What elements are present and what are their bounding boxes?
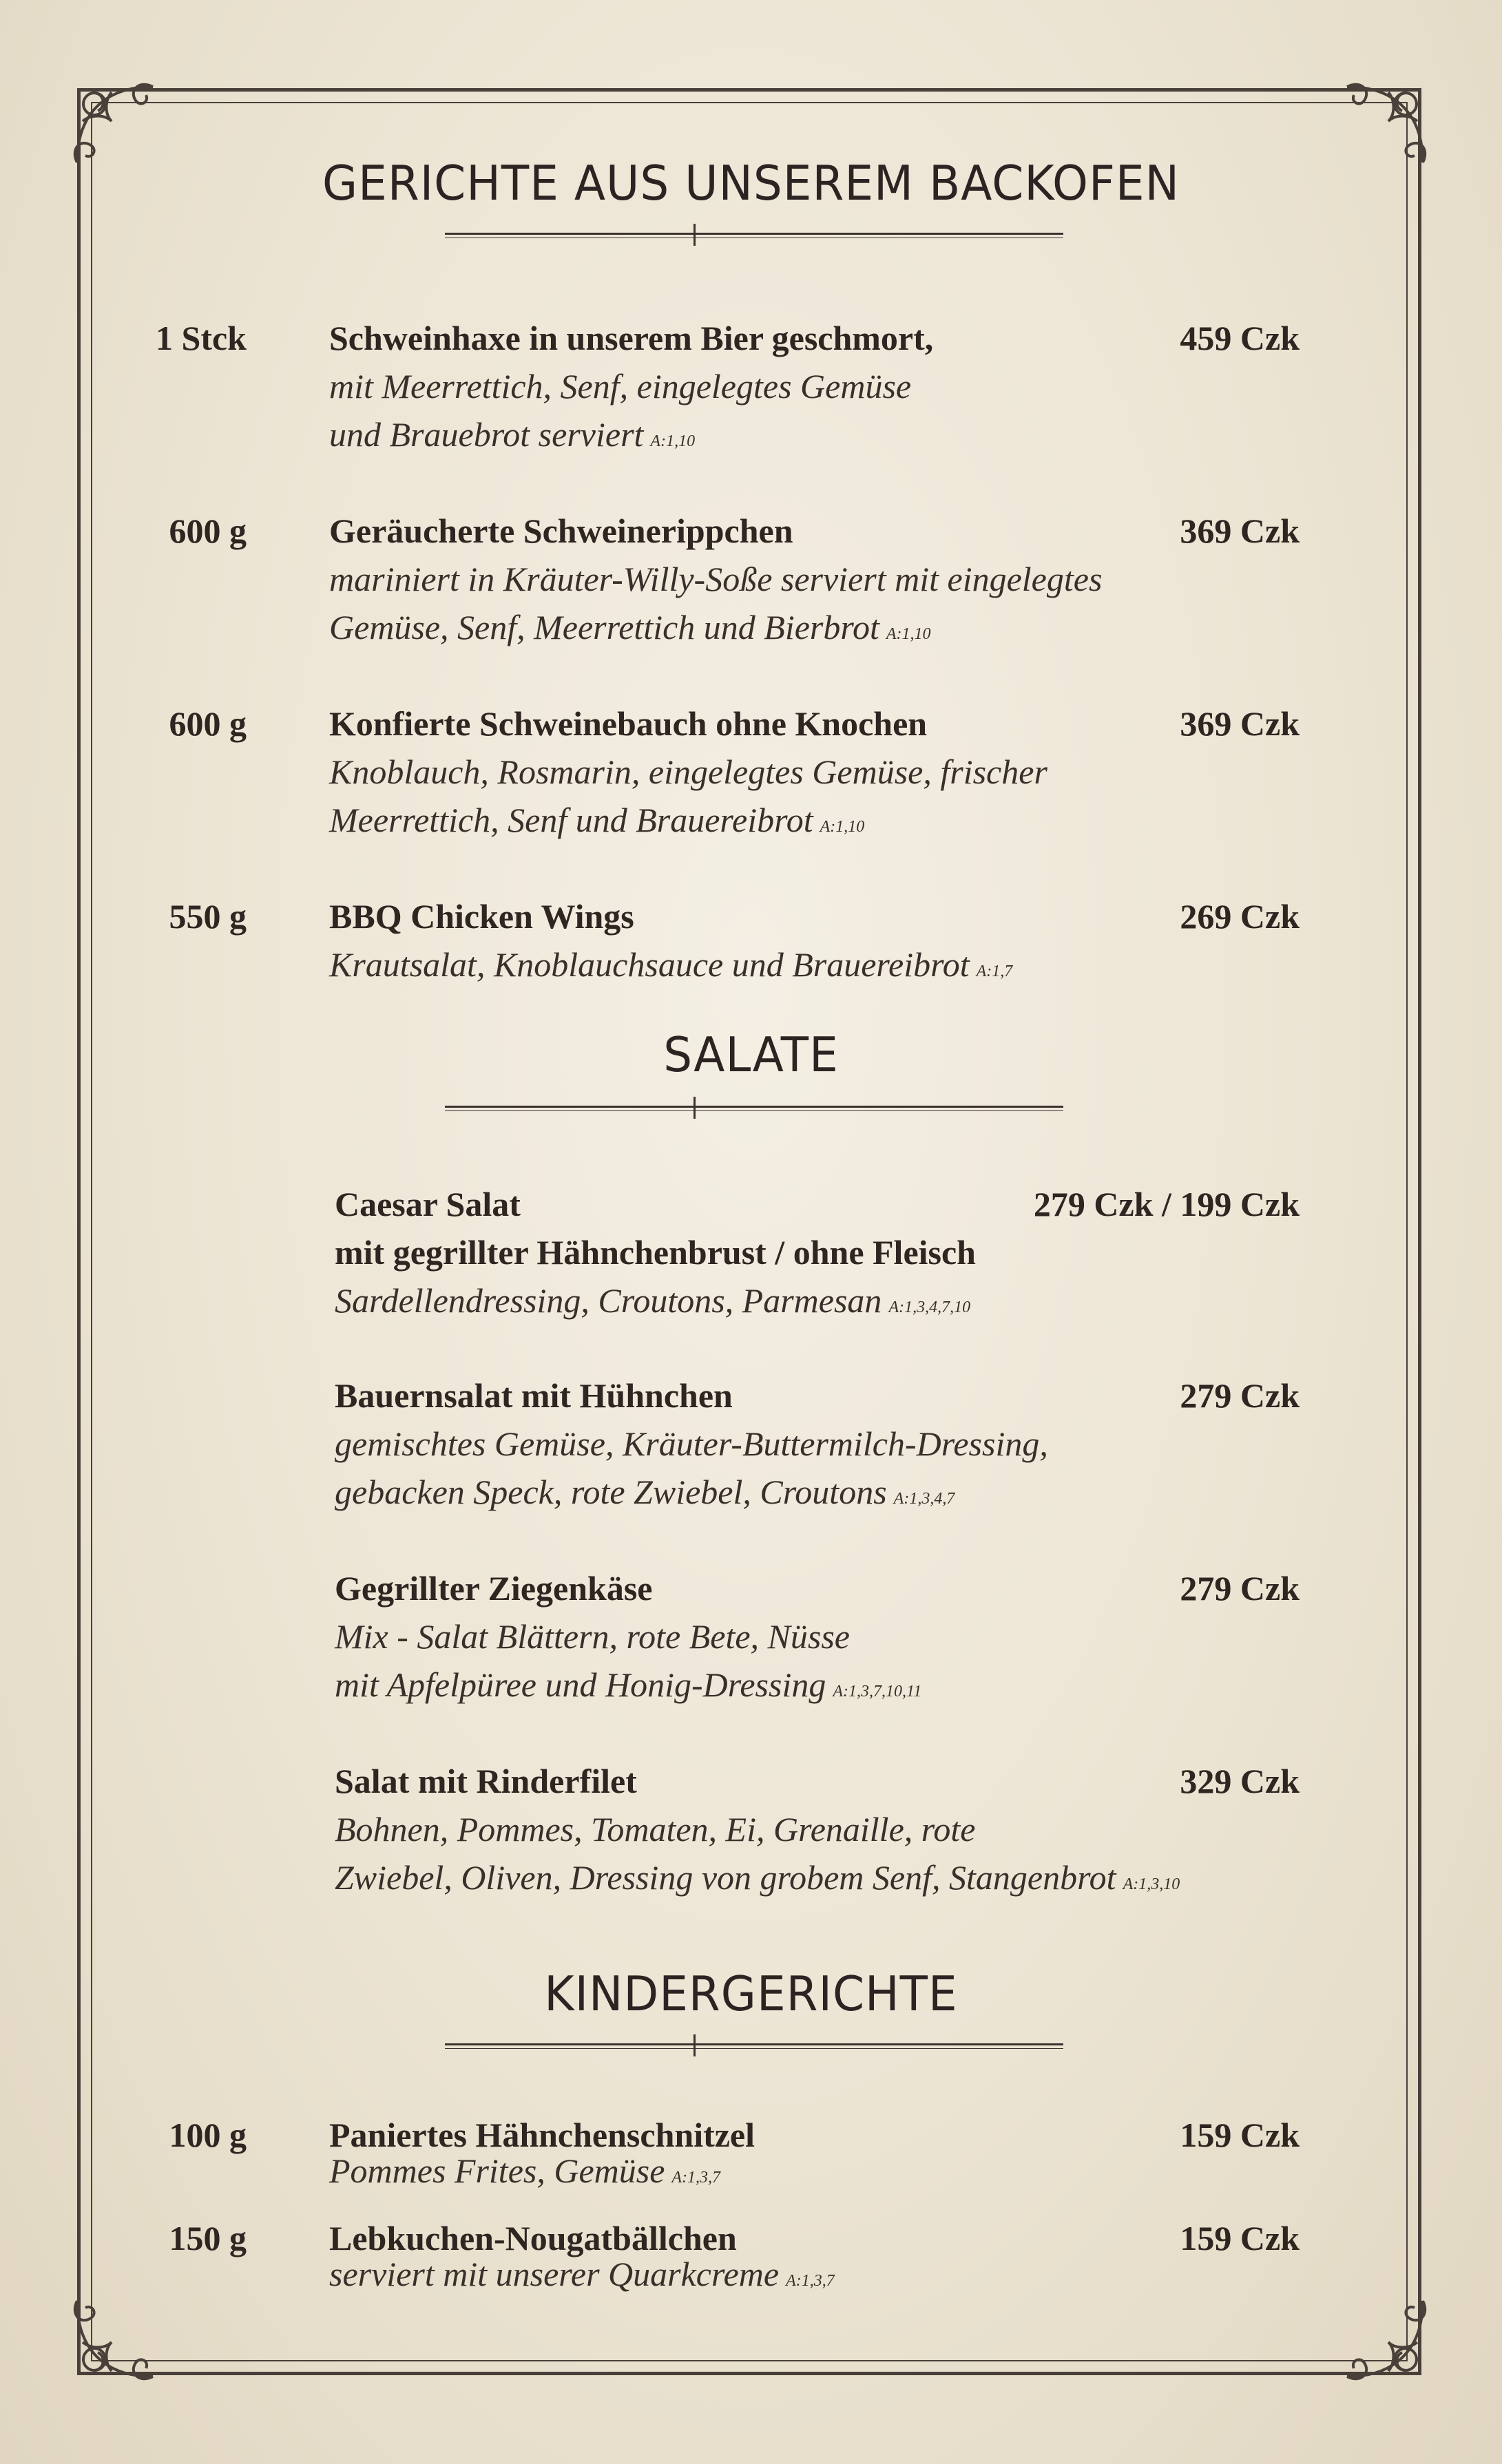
- section-divider: [445, 233, 1063, 235]
- item-quantity: 150 g: [169, 2219, 247, 2257]
- allergen-codes: A:1,3,7,10,11: [833, 1683, 922, 1700]
- item-price: 279 Czk: [1180, 1376, 1300, 1415]
- item-description: Gemüse, Senf, Meerrettich und Bierbrot A:1,10: [329, 608, 931, 646]
- item-price: 369 Czk: [1180, 704, 1300, 743]
- item-quantity: 100 g: [169, 2116, 247, 2154]
- item-description: Knoblauch, Rosmarin, eingelegtes Gemüse, frischer: [329, 752, 1047, 791]
- item-price: 279 Czk: [1180, 1569, 1300, 1608]
- item-description: Mix - Salat Blättern, rote Bete, Nüsse: [335, 1617, 850, 1656]
- item-quantity: 600 g: [169, 704, 247, 743]
- section-title-salate: SALATE: [663, 1027, 839, 1083]
- item-description: Meerrettich, Senf und Brauereibrot A:1,10: [329, 801, 865, 839]
- allergen-codes: A:1,3,7: [671, 2169, 721, 2187]
- allergen-codes: A:1,10: [650, 432, 696, 450]
- item-description: mit Meerrettich, Senf, eingelegtes Gemüse: [329, 367, 912, 406]
- item-description: gemischtes Gemüse, Kräuter-Buttermilch-Dressing,: [335, 1424, 1048, 1463]
- allergen-codes: A:1,3,7: [786, 2272, 835, 2290]
- section-divider: [445, 2043, 1063, 2045]
- item-price: 269 Czk: [1180, 897, 1300, 936]
- item-price: 159 Czk: [1180, 2219, 1300, 2257]
- item-name: Konfierte Schweinebauch ohne Knochen: [329, 704, 928, 743]
- item-quantity: 600 g: [169, 512, 247, 550]
- item-name: Geräucherte Schweinerippchen: [329, 512, 793, 550]
- section-title-backofen: GERICHTE AUS UNSEREM BACKOFEN: [322, 156, 1180, 211]
- item-name: Paniertes Hähnchenschnitzel: [329, 2116, 755, 2154]
- allergen-codes: A:1,7: [976, 962, 1013, 980]
- item-description: serviert mit unserer Quarkcreme A:1,3,7: [329, 2255, 835, 2293]
- item-description: Zwiebel, Oliven, Dressing von grobem Senf, Stangenbrot A:1,3,10: [335, 1858, 1180, 1897]
- allergen-codes: A:1,10: [886, 625, 931, 643]
- inner-frame: [91, 102, 1408, 2361]
- item-quantity: 550 g: [169, 897, 247, 936]
- allergen-codes: A:1,3,4,7: [893, 1490, 955, 1508]
- corner-ornament-icon: [63, 2287, 167, 2390]
- item-name: Bauernsalat mit Hühnchen: [335, 1376, 733, 1415]
- item-name: Caesar Salat: [335, 1185, 521, 1223]
- corner-ornament-icon: [1333, 2287, 1437, 2390]
- section-title-kinder: KINDERGERICHTE: [544, 1966, 958, 2022]
- item-description: Bohnen, Pommes, Tomaten, Ei, Grenaille, rote: [335, 1810, 976, 1849]
- item-name: Schweinhaxe in unserem Bier geschmort,: [329, 319, 934, 357]
- item-description: Pommes Frites, Gemüse A:1,3,7: [329, 2151, 721, 2190]
- item-description: und Brauebrot serviert A:1,10: [329, 415, 696, 454]
- item-description: Sardellendressing, Croutons, Parmesan A:1,3,4,7,10: [335, 1281, 971, 1320]
- item-price: 369 Czk: [1180, 512, 1300, 550]
- item-name: Salat mit Rinderfilet: [335, 1762, 637, 1800]
- item-price: 329 Czk: [1180, 1762, 1300, 1800]
- item-price: 279 Czk / 199 Czk: [1033, 1185, 1300, 1223]
- item-price: 159 Czk: [1180, 2116, 1300, 2154]
- allergen-codes: A:1,3,10: [1123, 1875, 1180, 1893]
- item-name: BBQ Chicken Wings: [329, 897, 634, 936]
- section-divider: [445, 1106, 1063, 1108]
- item-name: Lebkuchen-Nougatbällchen: [329, 2219, 737, 2257]
- item-description: mariniert in Kräuter-Willy-Soße serviert mit eingelegtes: [329, 560, 1103, 598]
- item-price: 459 Czk: [1180, 319, 1300, 357]
- item-description: Krautsalat, Knoblauchsauce und Brauereibrot A:1,7: [329, 945, 1013, 984]
- item-subtitle: mit gegrillter Hähnchenbrust / ohne Fleisch: [335, 1233, 976, 1272]
- item-description: gebacken Speck, rote Zwiebel, Croutons A:1,3,4,7: [335, 1473, 955, 1511]
- item-description: mit Apfelpüree und Honig-Dressing A:1,3,7,10,11: [335, 1665, 922, 1704]
- allergen-codes: A:1,10: [820, 818, 865, 836]
- item-name: Gegrillter Ziegenkäse: [335, 1569, 653, 1608]
- allergen-codes: A:1,3,4,7,10: [888, 1298, 971, 1316]
- item-quantity: 1 Stck: [156, 319, 247, 357]
